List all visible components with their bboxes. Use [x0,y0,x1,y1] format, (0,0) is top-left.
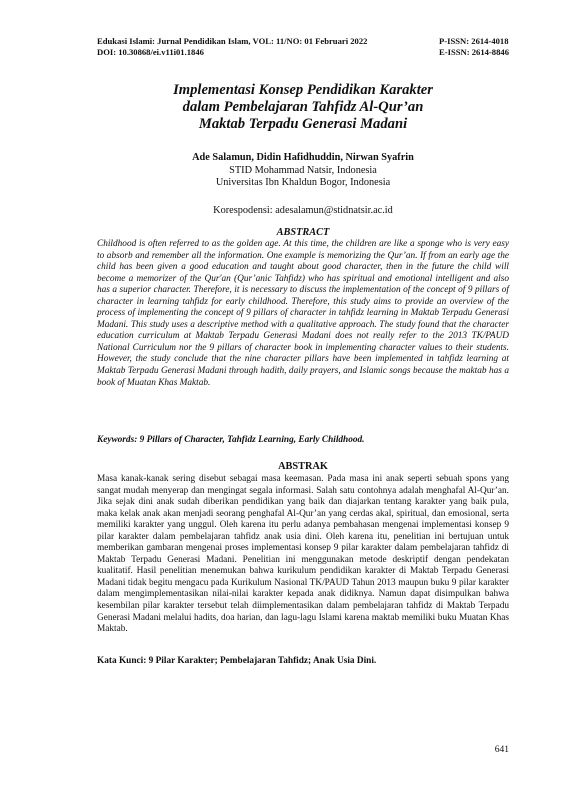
abstract-indonesian: Masa kanak-kanak sering disebut sebagai masa keemasan. Pada masa ini anak seperti sebuah spons yang sangat mudah menyerap dan mengingat segala informasi. Salah satu contohnya adalah menghafal Al-Qur’an. Jika sejak dini anak sudah diberikan pendidikan yang baik dan diajarkan tentang karakter yang baik pula, maka kelak anak akan menjadi seorang penghafal Al-Qur’an yang cerdas akal, spiritual, dan emosional, serta memiliki karakter yang unggul. Oleh karena itu perlu adanya pembahasan mengenai implementasi konsep 9 pilar karakter dalam pembelajaran tahfidz anak usia dini. Oleh karena itu, penelitian ini bertujuan untuk memberikan gambaran mengenai proses implementasi konsep 9 pilar karakter dalam pembelajaran tahfidz di Maktab Terpadu Generasi Madani. Penelitian ini menggunakan metode deskriptif dengan pendekatan kualitatif. Hasil penelitian menemukan bahwa kurikulum pendidikan karakter di Maktab Terpadu Generasi Madani tidak begitu mengacu pada Kurikulum Nasional TK/PAUD Tahun 2013 maupun buku 9 pilar karakter dalam mengimplementasikan nilai-nilai karakter kepada anak didiknya. Namun dapat disimpulkan bahwa kesembilan pilar karakter tersebut telah diimplementasikan dalam pembelajaran tahfidz di Maktab Terpadu Generasi Madani melalui hadits, doa harian, dan lagu-lagu Islami karena maktab memiliki buku Muatan Khas Maktab. [97,474,509,635]
author-block [97,152,509,190]
e-issn: E-ISSN: 2614-8846 [439,47,509,57]
author-names: Ade Salamun, Didin Hafidhuddin, Nirwan Syafrin [192,152,414,163]
keywords-english: Keywords: 9 Pillars of Character, Tahfidz Learning, Early Childhood. [97,435,365,445]
abstrak-heading: ABSTRAK [278,461,328,472]
p-issn: P-ISSN: 2614-4018 [439,36,509,46]
doi: DOI: 10.30868/ei.v11i01.1846 [97,47,204,57]
journal-name: Edukasi Islami: Jurnal Pendidikan Islam, VOL: 11/NO: 01 Februari 2022 [97,36,368,46]
abstract-heading: ABSTRACT [276,227,330,238]
title-line-2: dalam Pembelajaran Tahfidz Al-Qur’an [182,99,424,115]
page-number: 641 [494,745,509,755]
affiliation-1: STID Mohammad Natsir, Indonesia [229,164,377,176]
title-line-1: Implementasi Konsep Pendidikan Karakter [173,82,433,98]
affiliation-2: Universitas Ibn Khaldun Bogor, Indonesia [215,177,391,189]
title-line-3: Maktab Terpadu Generasi Madani [198,116,408,132]
paper-title [97,82,509,133]
abstract-english: Childhood is often referred to as the golden age. At this time, the children are like a sponge who is very easy to absorb and remember all the information. One example is memorizing the Qur’an. If from an early age the child has been given a good education and taught about good character, then in the future the child will become a memorizer of the Qur'an (Qur’anic Tahfidz) who has spiritual and emotional intelligent and also has a superior character. Therefore, it is necessary to discuss the implementation of the concept of 9 pillars of character in learning tahfidz for early childhood. Therefore, this study aims to provide an overview of the process of implementing the concept of 9 pillars of character in tahfidz learning in Maktab Terpadu Generasi Madani. This study uses a descriptive method with a qualitative approach. The study found that the character education curriculum at Maktab Terpadu Generasi Madani does not really refer to the 2013 TK/PAUD National Curriculum nor the 9 pillars of character book in implementing character values to their students. However, the study conclude that the nine character pillars have been implemented in tahfidz learning at Maktab Terpadu Generasi Madani through hadith, daily prayers, and Islamic songs because the maktab has a book of Muatan Khas Maktab. [97,239,509,388]
correspondence: Korespodensi: adesalamun@stidnatsir.ac.id [213,205,393,216]
keywords-indonesian: Kata Kunci: 9 Pilar Karakter; Pembelajaran Tahfidz; Anak Usia Dini. [97,656,377,666]
